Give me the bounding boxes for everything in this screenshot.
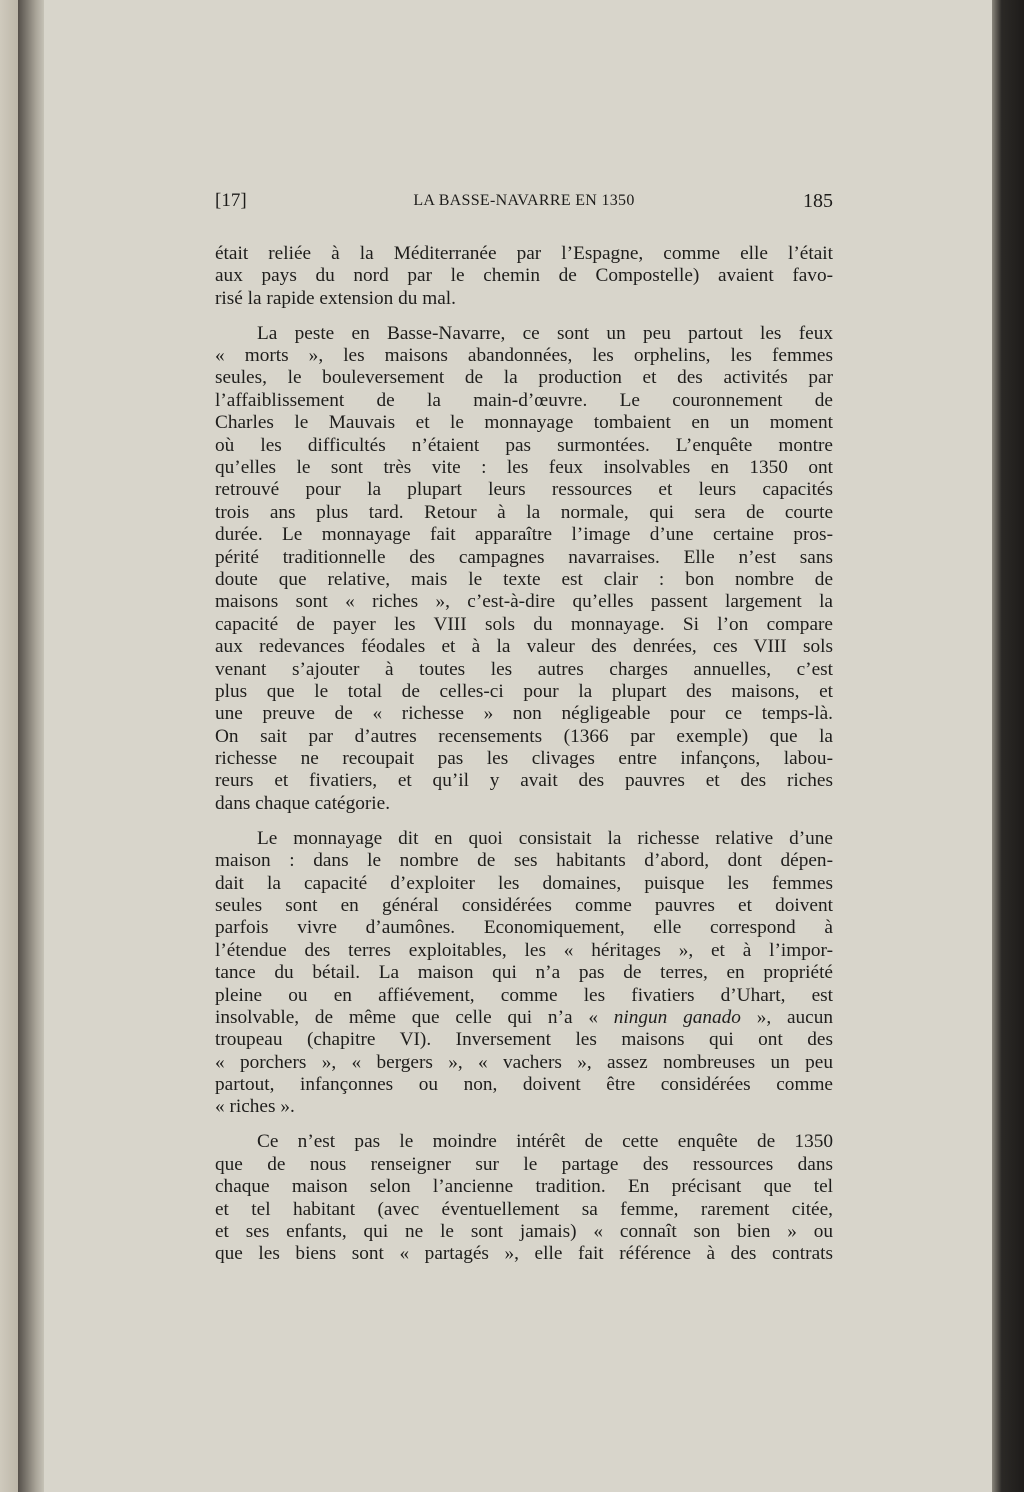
- text-line: l’affaiblissement de la main-d’œuvre. Le couronnement de: [215, 389, 833, 411]
- text-line: capacité de payer les VIII sols du monnayage. Si l’on compare: [215, 613, 833, 635]
- text-line: risé la rapide extension du mal.: [215, 287, 456, 309]
- text-line: plus que le total de celles-ci pour la plupart des maisons, et: [215, 680, 833, 702]
- text-line: tance du bétail. La maison qui n’a pas de terres, en propriété: [215, 962, 833, 984]
- paragraph: [215, 828, 833, 1119]
- text-line: On sait par d’autres recensements (1366 par exemple) que la: [215, 725, 833, 747]
- text-line: trois ans plus tard. Retour à la normale, qui sera de courte: [215, 501, 833, 523]
- text-line: l’étendue des terres exploitables, les « héritages », et à l’impor-: [215, 939, 833, 961]
- text-line: une preuve de « richesse » non négligeable pour ce temps-là.: [215, 703, 833, 725]
- page-edge-shadow: [992, 0, 1024, 1492]
- text-line: qu’elles le sont très vite : les feux insolvables en 1350 ont: [215, 457, 833, 479]
- text-line: dans chaque catégorie.: [215, 792, 391, 814]
- text-line: et tel habitant (avec éventuellement sa femme, rarement citée,: [215, 1198, 833, 1220]
- text-line: maisons sont « riches », c’est-à-dire qu’elles passent largement la: [215, 591, 833, 613]
- text-line: Charles le Mauvais et le monnayage tombaient en un moment: [215, 412, 833, 434]
- italic-quote: ningun ganado: [613, 1006, 741, 1028]
- previous-page-edge: [0, 0, 18, 1492]
- text-line: Ce n’est pas le moindre intérêt de cette enquête de 1350: [257, 1131, 833, 1153]
- page-number: 185: [803, 190, 833, 212]
- text-line: aux pays du nord par le chemin de Compostelle) avaient favo-: [215, 265, 833, 287]
- text-line: durée. Le monnayage fait apparaître l’image d’une certaine pros-: [215, 524, 833, 546]
- text-line: où les difficultés n’étaient pas surmontées. L’enquête montre: [215, 434, 833, 456]
- text-line: pleine ou en affiévement, comme les fivatiers d’Uhart, est: [215, 984, 833, 1006]
- text-line: maison : dans le nombre de ses habitants d’abord, dont dépen-: [215, 850, 833, 872]
- text-line: et ses enfants, qui ne le sont jamais) « connaît son bien » ou: [215, 1220, 833, 1242]
- text-line: « porchers », « bergers », « vachers », assez nombreuses un peu: [215, 1051, 833, 1073]
- text-line: périté traditionnelle des campagnes navarraises. Elle n’est sans: [215, 546, 833, 568]
- text-line: seules sont en général considérées comme pauvres et doivent: [215, 894, 833, 916]
- text-segment: insolvable, de même que celle qui n’a «: [215, 1006, 614, 1028]
- text-line: partout, infançonnes ou non, doivent être considérées comme: [215, 1074, 833, 1096]
- text-line: « morts », les maisons abandonnées, les orphelins, les femmes: [215, 345, 833, 367]
- text-line: que les biens sont « partagés », elle fait référence à des contrats: [215, 1243, 833, 1265]
- text-line: richesse ne recoupait pas les clivages entre infançons, labou-: [215, 748, 833, 770]
- text-line: seules, le bouleversement de la production et des activités par: [215, 367, 833, 389]
- running-title: LA BASSE-NAVARRE EN 1350: [413, 192, 635, 209]
- paragraph: [215, 243, 833, 310]
- text-line: parfois vivre d’aumônes. Economiquement, elle correspond à: [215, 917, 833, 939]
- text-line: reurs et fivatiers, et qu’il y avait des pauvres et des riches: [215, 770, 833, 792]
- text-line: [215, 1007, 833, 1029]
- section-number: [17]: [215, 190, 247, 211]
- text-line: « riches ».: [215, 1096, 295, 1118]
- text-line: retrouvé pour la plupart leurs ressources et leurs capacités: [215, 479, 833, 501]
- text-line: aux redevances féodales et à la valeur des denrées, ces VIII sols: [215, 636, 833, 658]
- text-line: doute que relative, mais le texte est clair : bon nombre de: [215, 568, 833, 590]
- body-text: [215, 243, 833, 1278]
- text-line: que de nous renseigner sur le partage des ressources dans: [215, 1153, 833, 1175]
- paragraph: [215, 323, 833, 816]
- paragraph: [215, 1131, 833, 1265]
- text-line: La peste en Basse-Navarre, ce sont un peu partout les feux: [257, 322, 833, 344]
- running-header: [215, 186, 833, 216]
- text-line: dait la capacité d’exploiter les domaines, puisque les femmes: [215, 872, 833, 894]
- text-line: venant s’ajouter à toutes les autres charges annuelles, c’est: [215, 658, 833, 680]
- text-line: chaque maison selon l’ancienne tradition. En précisant que tel: [215, 1176, 833, 1198]
- text-line: était reliée à la Méditerranée par l’Espagne, comme elle l’était: [215, 243, 833, 264]
- text-line: Le monnayage dit en quoi consistait la richesse relative d’une: [257, 827, 833, 849]
- text-line: troupeau (chapitre VI). Inversement les maisons qui ont des: [215, 1029, 833, 1051]
- text-segment: », aucun: [740, 1006, 833, 1028]
